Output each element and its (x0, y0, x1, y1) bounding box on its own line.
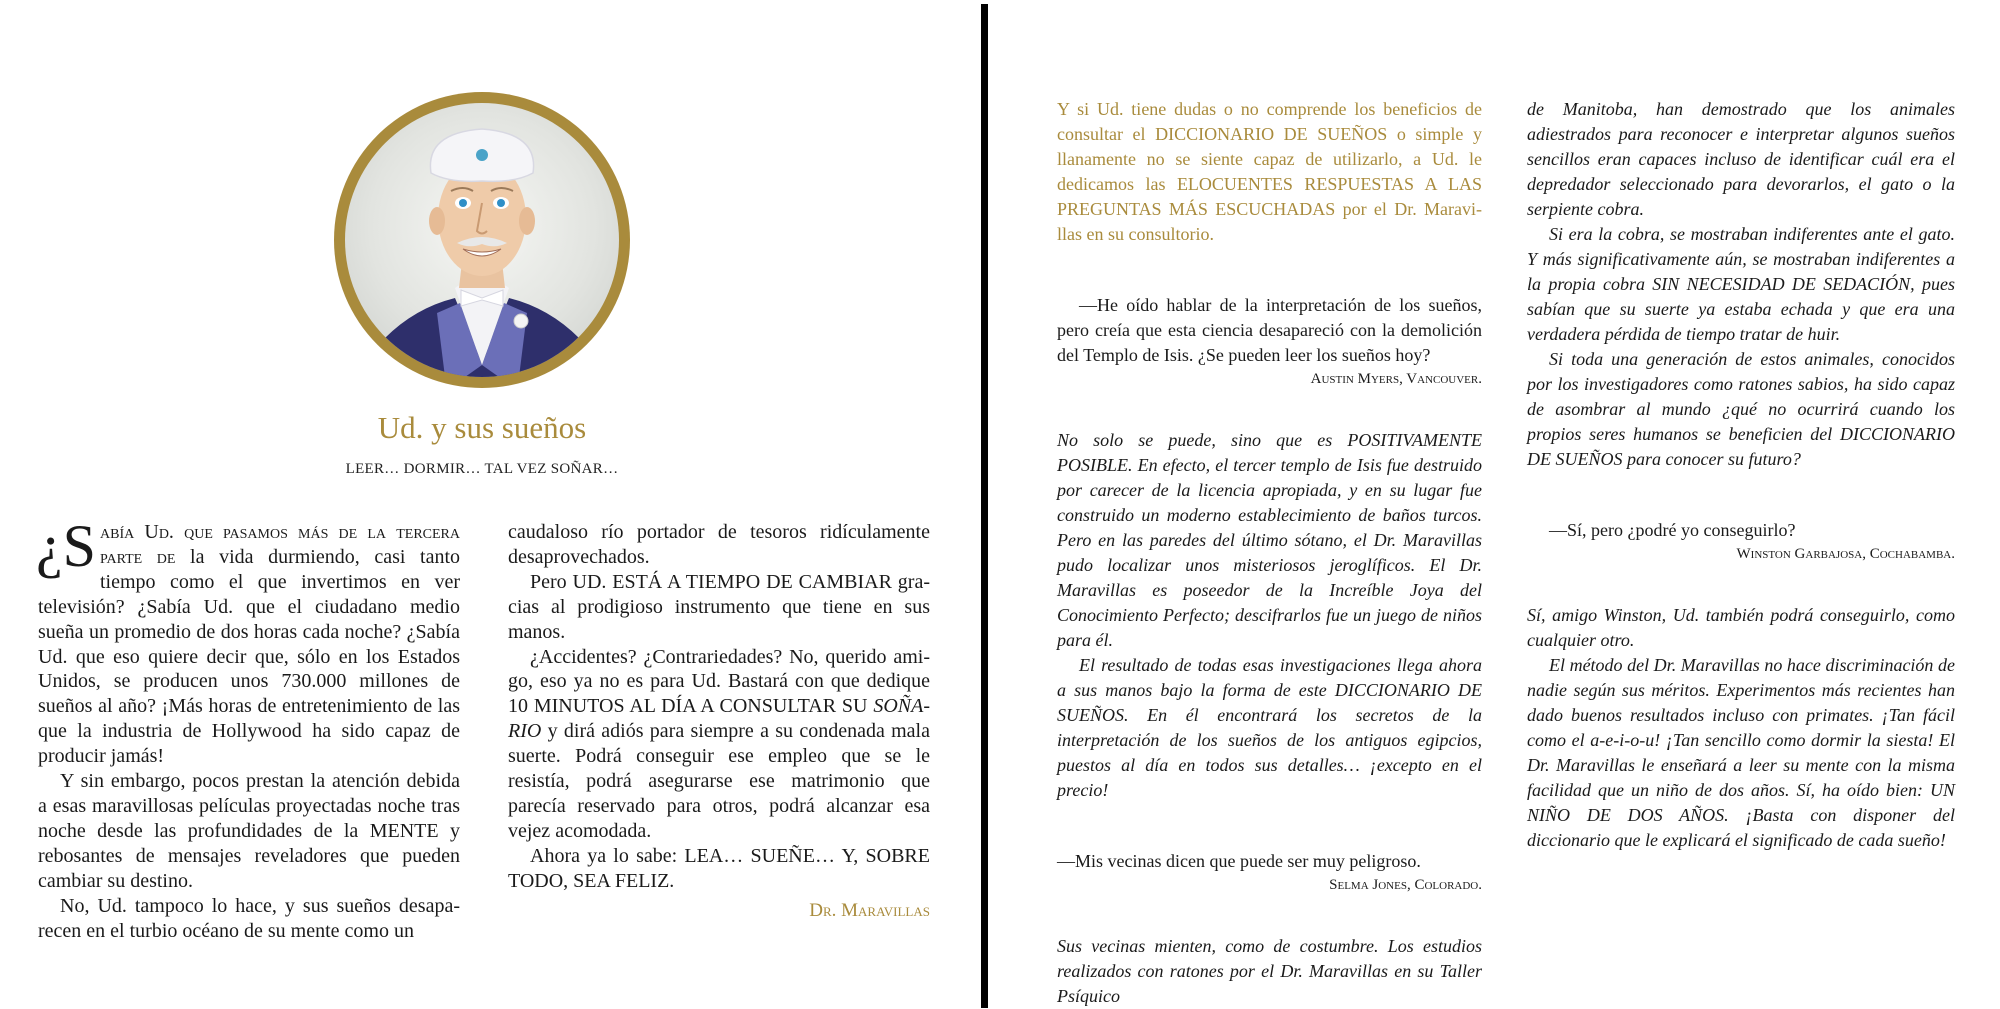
page-title: Ud. y sus sueños (377, 410, 587, 445)
answer-paragraph: Si toda una generación de estos animales, conocidos por los investigadores como ratones sabios, ha sido capaz de asombrar al mundo ¿qué no ocurrirá cuando los propios seres humanos se beneficien del DICCIONARIO DE SUEÑOS para conocer su futuro? (1527, 349, 1955, 469)
answer-paragraph: El método del Dr. Maravillas no hace discriminación de nadie según sus méritos. Experimentos más recientes han dado buenos resultados incluso con primates. ¡Tan fácil como el a-e-i-o-u! ¡Tan sencillo como dormir la siesta! El Dr. Maravillas le enseñará a leer su mente con la misma facilidad que un niño de dos años. Sí, ha oído bien: UN NIÑO DE DOS AÑOS. ¡Basta con disponer del diccionario que le explicará el significado de cada sueño! (1527, 655, 1955, 850)
paragraph (36, 513, 460, 769)
answer-paragraph: No solo se puede, sino que es POSITIVAMENTE POSIBLE. En efecto, el tercer templo de Isis fue destruido por carecer de la licencia apropiada, y en su lugar fue construido un moderno establecimiento de baños turcos. Pero en las paredes del último sótano, el Dr. Maravillas pudo localizar unos misteriosos jeroglíficos. El Dr. Maravillas es poseedor de la Increíble Joya del Conocimiento Perfecto; descifrarlos fue un juego de niños para él. (1057, 430, 1482, 650)
dr-maravillas-portrait-icon (345, 103, 619, 377)
right-page-column-1 (1057, 97, 1482, 1009)
answer-paragraph: Si era la cobra, se mostraban indiferentes ante el gato. Y más significativamente aún, se mostraban indiferentes a la propia cobra SIN NECESIDAD DE SEDACIÓN, pues sabían que su suerte ya estaba echada y que era una verdadera pérdida de tiempo tratar de huir. (1527, 224, 1955, 344)
left-page-column-1 (36, 513, 460, 943)
question-author: Winston Garbajosa, Cochabamba. (1736, 546, 1955, 562)
paragraph-text: la vida durmiendo, casi tanto tiempo como el que invertimos en ver televisión? ¿Sabía Ud. que el ciudadano medio sueña un promedio de dos horas cada noche? ¿Sabía Ud. que eso quiere decir que, sólo en los Estados Unidos, se producen unos 730.000 millones de sueños al año? ¡Más horas de entretenimiento de las que la industria de Hollywood ha sido capaz de producir jamás! (38, 545, 460, 768)
question: —He oído hablar de la interpretación de los sueños, pero creía que esta ciencia desapareció con la demolición del Templo de Isis. ¿Se pueden leer los sueños hoy? (1057, 295, 1482, 365)
right-page-column-2 (1527, 97, 1955, 853)
question-author: Selma Jones, Colorado. (1329, 877, 1482, 893)
answer-paragraph: El resultado de todas esas investigaciones llega ahora a sus manos bajo la forma de este DICCIONARIO DE SUEÑOS. En él encontrará los secretos de la interpretación de los sueños de los antiguos egipcios, puestos al día en todos sus detalles… ¡excepto en el precio! (1057, 655, 1482, 800)
paragraph-text: ¿Accidentes? ¿Contrariedades? No, querido amigo, eso ya no es para Ud. Bastará con que dedique 10 MINUTOS AL DÍA A CONSULTAR SU (508, 645, 930, 718)
lead-in-small-caps: abía Ud. que pasamos más de la tercera parte de (100, 521, 460, 568)
spacer (1527, 565, 1955, 603)
page-gutter-divider (981, 4, 988, 1008)
drop-cap: ¿S (36, 513, 96, 579)
question: —Sí, pero ¿podré yo conseguirlo? (1549, 520, 1796, 540)
portrait-icon (345, 103, 619, 377)
answer-paragraph: de Manitoba, han demostrado que los animales adiestrados para reconocer e interpretar algunos sueños sencillos eran capaces incluso de identificar cuál era el depredador seleccionado para devorarlos, el gato o la serpiente cobra. (1527, 99, 1955, 219)
spacer (1527, 472, 1955, 518)
spacer (1057, 896, 1482, 934)
spacer (1057, 803, 1482, 849)
italic-term: SOÑARIO (508, 695, 930, 743)
paragraph: No, Ud. tampoco lo hace, y sus sueños desaparecen en el turbio océano de su mente como un (38, 894, 460, 942)
paragraph: Pero UD. ESTÁ A TIEMPO DE CAMBIAR gracias al prodigioso instrumento que tiene en sus manos. (508, 570, 930, 643)
page-subtitle: LEER… DORMIR… TAL VEZ SOÑAR… (345, 461, 619, 477)
paragraph: Y sin embargo, pocos prestan la atención debida a esas maravillosas películas proyectadas noche tras noche desde las profundidades de la MENTE y rebosantes de mensajes reveladores que pueden cambiar su destino. (38, 770, 460, 892)
paragraph-text: y dirá adiós para siempre a su condenada mala suerte. Podrá conseguir ese empleo que se le resistía, podrá asegurarse ese matrimonio que parecía reservado para otros, podrá alcanzar esa vejez acomodada. (508, 720, 930, 842)
question-author: Austin Myers, Vancouver. (1310, 371, 1482, 387)
paragraph: Ahora ya lo sabe: LEA… SUEÑE… Y, SOBRE TODO, SEA FELIZ. (508, 844, 930, 892)
spacer (1057, 247, 1482, 293)
question: —Mis vecinas dicen que puede ser muy peligroso. (1057, 851, 1421, 871)
signature: Dr. Maravillas (809, 899, 930, 921)
portrait-frame (334, 92, 630, 388)
answer-paragraph: Sus vecinas mienten, como de costumbre. Los estudios realizados con ratones por el Dr. Maravillas en su Taller Psíquico (1057, 936, 1482, 1006)
left-page-column-2 (508, 520, 930, 924)
spacer (1057, 390, 1482, 428)
intro-paragraph: Y si Ud. tiene dudas o no comprende los beneficios de consultar el DICCIONARIO DE SUEÑOS o simple y llanamente no se siente capaz de utilizarlo, a Ud. le dedicamos las ELOCUENTES RESPUESTAS A LAS PREGUNTAS MÁS ESCUCHADAS por el Dr. Maravillas en su consultorio. (1057, 99, 1482, 244)
paragraph (508, 645, 930, 844)
answer-paragraph: Sí, amigo Winston, Ud. también podrá conseguirlo, como cualquier otro. (1527, 605, 1955, 650)
paragraph: caudaloso río portador de tesoros ridículamente desaprovechados. (508, 521, 930, 568)
